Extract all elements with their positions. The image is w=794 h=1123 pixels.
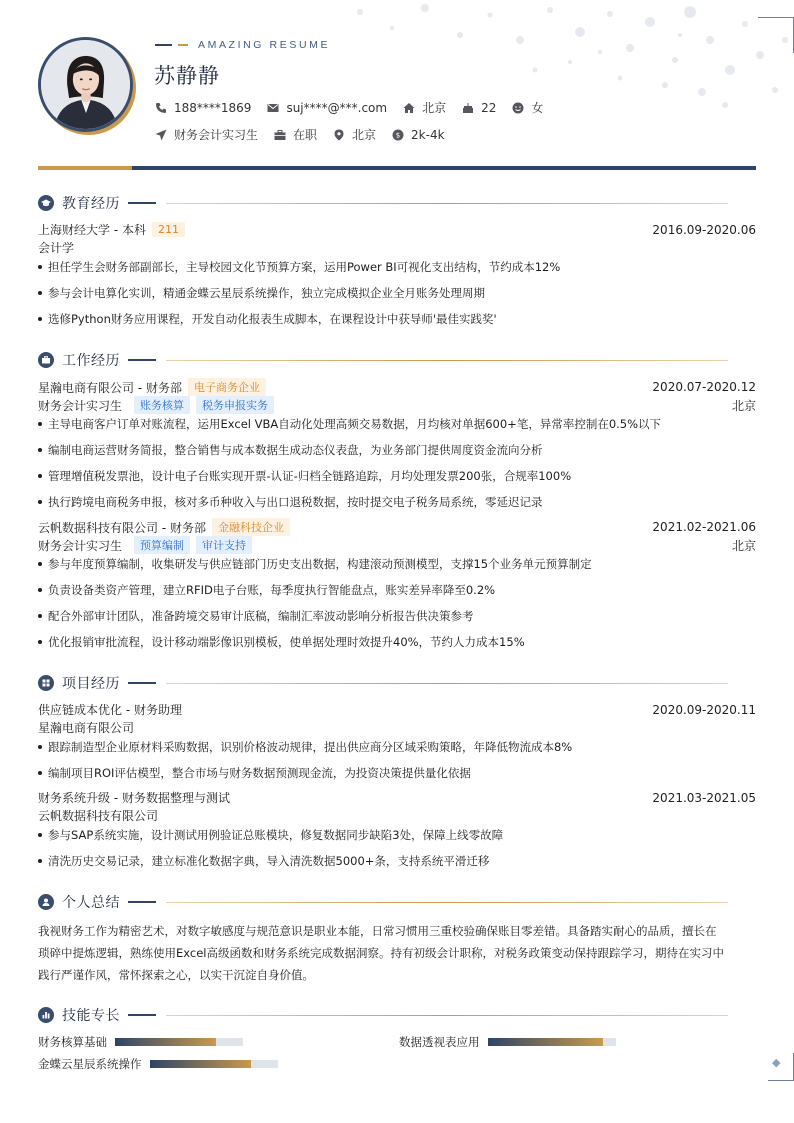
work-role-row <box>38 396 756 414</box>
section-line <box>166 902 728 903</box>
work-bullet: 优化报销审批流程，设计移动端影像识别模板，使单据处理时效提升40%，节约人力成本15% <box>38 634 756 650</box>
project-company-row <box>38 807 756 824</box>
skill-bar-fill <box>150 1060 251 1068</box>
skill-item <box>38 1034 243 1050</box>
project-bullet: 跟踪制造型企业原材料采购数据，识别价格波动规律，提出供应商分区域采购策略，年降低物流成本8% <box>38 739 756 755</box>
education-section-title: 教育经历 <box>62 196 120 212</box>
work-bullet: 编制电商运营财务简报，整合销售与成本数据生成动态仪表盘，为业务部门提供周度资金流向分析 <box>38 442 756 458</box>
salary-value: 2k-4k <box>411 127 445 142</box>
project-company: 云帆数据科技有限公司 <box>38 809 159 823</box>
work-bullet: 负责设备类资产管理，建立RFID电子台账，每季度执行智能盘点，账实差异率降至0.2% <box>38 582 756 598</box>
work-dates: 2020.07-2020.12 <box>652 380 756 394</box>
work-role-row <box>38 536 756 554</box>
section-dash <box>128 682 156 684</box>
cake-icon <box>462 102 474 114</box>
project-bullet: 编制项目ROI评估模型，整合市场与财务数据预测现金流，为投资决策提供量化依据 <box>38 765 756 781</box>
status-value: 在职 <box>293 128 318 142</box>
home-icon <box>403 102 415 114</box>
smile-icon <box>512 102 524 114</box>
phone-icon <box>155 102 167 114</box>
header-divider <box>38 166 756 170</box>
projects-section-header <box>38 673 756 693</box>
education-dates: 2016.09-2020.06 <box>652 222 756 237</box>
corner-decoration-top <box>758 17 794 53</box>
portrait-photo <box>41 40 130 129</box>
tagline-line-navy <box>155 44 172 46</box>
graduation-cap-icon <box>38 195 54 211</box>
tagline-text: AMAZING RESUME <box>198 39 331 51</box>
user-icon <box>38 894 54 910</box>
email-info <box>267 101 387 115</box>
chart-icon <box>38 1007 54 1023</box>
phone-info <box>155 101 251 115</box>
projects-section-title: 项目经历 <box>62 676 120 692</box>
project-title: 财务系统升级 - 财务数据整理与测试 <box>38 791 230 805</box>
education-bullet: 选修Python财务应用课程，开发自动化报表生成脚本，在课程设计中获导师'最佳实践奖' <box>38 311 756 327</box>
section-dash <box>128 1014 156 1016</box>
diamond-icon: ◆ <box>772 1056 781 1069</box>
education-bullet: 参与会计电算化实训，精通金蝶云星辰系统操作，独立完成模拟企业全月账务处理周期 <box>38 285 756 301</box>
candidate-name: 苏静静 <box>154 64 220 88</box>
skill-tag: 审计支持 <box>196 536 252 554</box>
summary-line: 践行严谨作风，常怀探索之心，以实干沉淀自身价值。 <box>38 968 314 982</box>
skills-section-title: 技能专长 <box>62 1008 120 1024</box>
company-name: 星瀚电商有限公司 - 财务部 <box>38 380 182 395</box>
briefcase-icon <box>38 352 54 368</box>
tagline-line-gold <box>178 44 188 46</box>
summary-line: 我视财务工作为精密艺术，对数字敏感度与规范意识是职业本能，日常习惯用三重校验确保账目零差错。具备踏实耐心的品质，擅长在 <box>38 924 717 938</box>
education-section-header <box>38 193 756 213</box>
work-bullet: 主导电商客户订单对账流程，运用Excel VBA自动化处理高频交易数据，月均核对单据600+笔，异常率控制在0.5%以下 <box>38 416 756 432</box>
skill-bar-fill <box>115 1038 216 1046</box>
work-city: 北京 <box>731 538 756 553</box>
skill-bar <box>488 1038 616 1046</box>
target-position-value: 财务会计实习生 <box>174 128 259 142</box>
skills-section-header <box>38 1005 756 1025</box>
summary-text <box>38 920 756 986</box>
coin-icon <box>392 129 404 141</box>
section-dash <box>128 901 156 903</box>
section-line <box>166 360 728 361</box>
send-icon <box>155 129 167 141</box>
work-bullet: 配合外部审计团队，准备跨境交易审计底稿，编制汇率波动影响分析报告供决策参考 <box>38 608 756 624</box>
avatar <box>38 37 133 132</box>
target-position-info <box>155 126 258 143</box>
industry-tag: 电子商务企业 <box>188 378 266 396</box>
skill-name: 数据透视表应用 <box>399 1035 480 1049</box>
header-divider-accent <box>38 166 132 170</box>
location-value: 北京 <box>422 101 447 115</box>
work-bullet: 执行跨境电商税务申报，核对多币种收入与出口退税数据，按时提交电子税务局系统，零延迟记录 <box>38 494 756 510</box>
skill-bar-fill <box>488 1038 603 1046</box>
work-bullet: 参与年度预算编制，收集研发与供应链部门历史支出数据，构建滚动预测模型，支撑15个业务单元预算制定 <box>38 556 756 572</box>
school-name: 上海财经大学 - 本科 <box>38 223 146 237</box>
salary-info <box>392 128 445 142</box>
personal-info-row <box>155 99 559 116</box>
education-major-row <box>38 239 756 256</box>
resume-tagline <box>155 39 330 51</box>
corner-decoration-bottom <box>768 1053 794 1081</box>
skill-tag: 账务核算 <box>134 396 190 414</box>
project-dates: 2021.03-2021.05 <box>652 790 756 805</box>
project-company-row <box>38 719 756 736</box>
skill-name: 财务核算基础 <box>38 1035 107 1049</box>
major: 会计学 <box>38 241 75 255</box>
school-tag: 211 <box>152 222 185 237</box>
age-info <box>462 101 496 115</box>
skill-bar <box>115 1038 243 1046</box>
job-intent-row <box>155 126 461 143</box>
section-line <box>166 203 728 204</box>
education-bullet: 担任学生会财务部副部长，主导校园文化节预算方案，运用Power BI可视化支出结构，节约成本12% <box>38 259 756 275</box>
project-entry-header <box>38 789 756 806</box>
project-bullet: 参与SAP系统实施，设计测试用例验证总账模块，修复数据同步缺陷3处，保障上线零故障 <box>38 827 756 843</box>
age-value: 22 <box>481 100 497 115</box>
skill-bar <box>150 1060 278 1068</box>
briefcase-icon <box>274 129 286 141</box>
gender-info <box>512 99 543 116</box>
gender-value: 女 <box>531 101 544 115</box>
project-dates: 2020.09-2020.11 <box>652 702 756 717</box>
phone-value: 188****1869 <box>174 100 252 115</box>
skill-item <box>399 1034 616 1050</box>
skill-item <box>38 1056 278 1072</box>
email-icon <box>267 102 279 114</box>
project-entry-header <box>38 701 756 718</box>
location-info <box>403 99 446 116</box>
skill-tag: 预算编制 <box>134 536 190 554</box>
summary-line: 琐碎中提炼逻辑，熟练使用Excel高级函数和财务系统完成数据洞察。持有初级会计职称，对税务政策变动保持跟踪学习，期待在实习中 <box>38 946 724 960</box>
svg-text:$: $ <box>395 131 401 140</box>
work-entry-header <box>38 378 756 396</box>
role-name: 财务会计实习生 <box>38 538 123 553</box>
project-bullet: 清洗历史交易记录，建立标准化数据字典，导入清洗数据5000+条，支持系统平滑迁移 <box>38 853 756 869</box>
summary-section-title: 个人总结 <box>62 895 120 911</box>
summary-section-header <box>38 892 756 912</box>
map-pin-icon <box>333 129 345 141</box>
email-value: suj****@***.com <box>286 100 388 115</box>
skill-tag: 税务申报实务 <box>196 396 274 414</box>
education-entry-header <box>38 221 756 238</box>
work-section-title: 工作经历 <box>62 353 120 369</box>
role-name: 财务会计实习生 <box>38 398 123 413</box>
work-dates: 2021.02-2021.06 <box>652 520 756 534</box>
company-name: 云帆数据科技有限公司 - 财务部 <box>38 520 206 535</box>
status-info <box>274 126 317 143</box>
section-dash <box>128 202 156 204</box>
work-city: 北京 <box>731 398 756 413</box>
project-title: 供应链成本优化 - 财务助理 <box>38 703 182 717</box>
grid-icon <box>38 675 54 691</box>
section-line <box>166 683 728 684</box>
target-city-value: 北京 <box>352 128 377 142</box>
work-entry-header <box>38 518 756 536</box>
project-company: 星瀚电商有限公司 <box>38 721 135 735</box>
section-dash <box>128 359 156 361</box>
work-bullet: 管理增值税发票池，设计电子台账实现开票-认证-归档全链路追踪，月均处理发票200张，合规率100% <box>38 468 756 484</box>
work-section-header <box>38 350 756 370</box>
industry-tag: 金融科技企业 <box>212 518 290 536</box>
skill-name: 金蝶云星辰系统操作 <box>38 1057 142 1071</box>
section-line <box>166 1015 728 1016</box>
target-city-info <box>333 126 376 143</box>
